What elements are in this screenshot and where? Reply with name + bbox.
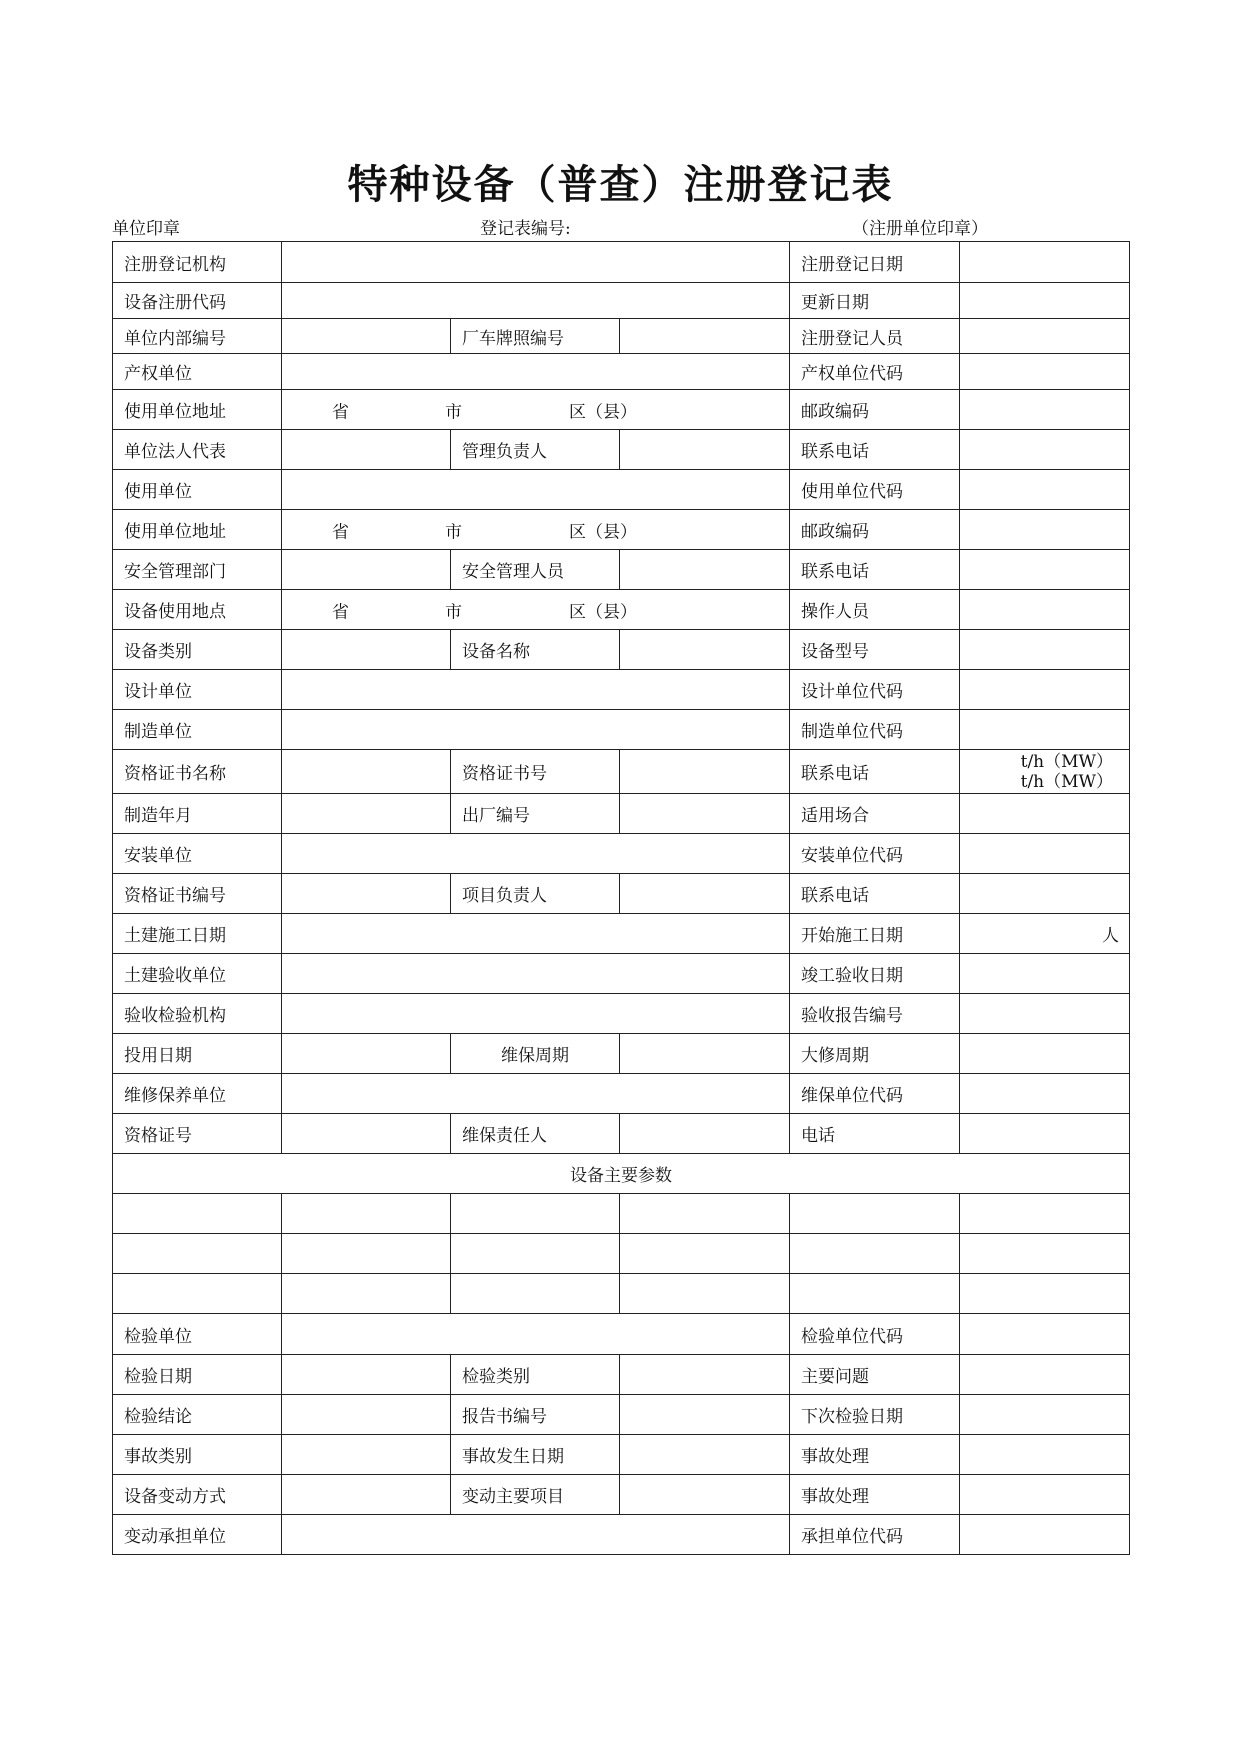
commission-date-label: 投用日期 [113,1034,282,1074]
table-row [113,1435,1130,1475]
table-row [113,510,1130,550]
safety-staff-label: 安全管理人员 [451,550,620,590]
accident-type-label: 事故类别 [113,1435,282,1475]
change-unit-code-label: 承担单位代码 [790,1515,960,1555]
table-row [113,1515,1130,1555]
inspection-unit-code-label: 检验单位代码 [790,1314,960,1355]
plate-number-label: 厂车牌照编号 [451,319,620,354]
maintenance-cycle-label: 维保周期 [451,1034,620,1074]
table-row [113,954,1130,994]
safety-dept-field[interactable] [282,550,451,590]
postal-code-label-2: 邮政编码 [790,510,960,550]
city-label: 市 [445,602,462,622]
install-unit-code-field[interactable] [960,834,1130,874]
maintenance-unit-field[interactable] [282,1074,790,1114]
table-row [113,710,1130,750]
registration-form-table [112,241,1130,1555]
main-parameters-heading: 设备主要参数 [113,1154,1130,1194]
table-row [113,430,1130,470]
capacity-unit-field[interactable] [960,750,1130,794]
acceptance-report-label: 验收报告编号 [790,994,960,1034]
serial-number-field[interactable] [620,794,790,834]
parameter-cell[interactable] [451,1194,620,1234]
table-row [113,390,1130,430]
inspection-date-label: 检验日期 [113,1355,282,1395]
table-row [113,550,1130,590]
table-row [113,1395,1130,1435]
cert-number-field[interactable] [620,750,790,794]
province-label: 省 [332,402,349,422]
change-method-field[interactable] [282,1475,451,1515]
owner-code-label: 产权单位代码 [790,354,960,390]
phone-label: 联系电话 [790,550,960,590]
inspection-conclusion-label: 检验结论 [113,1395,282,1435]
table-row [113,1314,1130,1355]
parameter-cell[interactable] [113,1234,282,1274]
manufacturer-code-field[interactable] [960,710,1130,750]
table-row [113,1154,1130,1194]
install-unit-field[interactable] [282,834,790,874]
construction-start-date-field[interactable]: 人 [960,914,1130,954]
device-code-field[interactable] [282,283,790,319]
inspection-unit-code-field[interactable] [960,1314,1130,1355]
design-unit-code-label: 设计单位代码 [790,670,960,710]
maintenance-owner-field[interactable] [620,1114,790,1154]
design-unit-field[interactable] [282,670,790,710]
inspection-unit-label: 检验单位 [113,1314,282,1355]
registrar-field[interactable] [960,319,1130,354]
table-row [113,1355,1130,1395]
device-model-label: 设备型号 [790,630,960,670]
change-items-label: 变动主要项目 [451,1475,620,1515]
manager-field[interactable] [620,430,790,470]
install-unit-code-label: 安装单位代码 [790,834,960,874]
parameter-cell[interactable] [282,1274,451,1314]
manufacturer-field[interactable] [282,710,790,750]
device-category-field[interactable] [282,630,451,670]
table-row [113,834,1130,874]
plate-number-field[interactable] [620,319,790,354]
table-row [113,670,1130,710]
table-row [113,874,1130,914]
accident-date-label: 事故发生日期 [451,1435,620,1475]
table-row [113,470,1130,510]
accident-handling-label-2: 事故处理 [790,1475,960,1515]
owner-unit-label: 产权单位 [113,354,282,390]
device-code-label: 设备注册代码 [113,283,282,319]
telephone-field[interactable] [960,1114,1130,1154]
user-address-field-2[interactable] [282,510,790,550]
parameter-cell[interactable] [620,1234,790,1274]
completion-date-label: 竣工验收日期 [790,954,960,994]
maintenance-cycle-field[interactable] [620,1034,790,1074]
commission-date-field[interactable] [282,1034,451,1074]
construction-start-date-label: 开始施工日期 [790,914,960,954]
inspection-date-field[interactable] [282,1355,451,1395]
cert-number-label: 资格证书号 [451,750,620,794]
owner-unit-field[interactable] [282,354,790,390]
registration-seal-label: （注册单位印章） [852,219,988,239]
postal-code-label: 邮政编码 [790,390,960,430]
table-row [113,1074,1130,1114]
next-inspection-label: 下次检验日期 [790,1395,960,1435]
device-name-label: 设备名称 [451,630,620,670]
serial-number-label: 出厂编号 [451,794,620,834]
change-unit-field[interactable] [282,1515,790,1555]
province-label: 省 [332,522,349,542]
device-location-field[interactable] [282,590,790,630]
civil-acceptance-unit-field[interactable] [282,954,790,994]
table-row [113,354,1130,390]
capacity-unit-1: t/h（MW） [1020,751,1113,772]
project-lead-label: 项目负责人 [451,874,620,914]
parameter-cell[interactable] [790,1234,960,1274]
accident-date-field[interactable] [620,1435,790,1475]
parameter-cell[interactable] [451,1274,620,1314]
change-unit-label: 变动承担单位 [113,1515,282,1555]
registry-date-label: 注册登记日期 [790,242,960,283]
table-row [113,794,1130,834]
registrar-label: 注册登记人员 [790,319,960,354]
table-row [113,1034,1130,1074]
unit-seal-label: 单位印章 [112,219,180,239]
user-unit-code-field[interactable] [960,470,1130,510]
form-title: 特种设备（普查）注册登记表 [347,161,894,208]
district-label: 区（县） [569,522,637,542]
table-row [113,1234,1130,1274]
maintenance-unit-code-label: 维保单位代码 [790,1074,960,1114]
manufacturer-label: 制造单位 [113,710,282,750]
operator-label: 操作人员 [790,590,960,630]
city-label: 市 [445,522,462,542]
change-method-label: 设备变动方式 [113,1475,282,1515]
manufacturer-code-label: 制造单位代码 [790,710,960,750]
cert-id-label: 资格证书编号 [113,874,282,914]
postal-code-field-2[interactable] [960,510,1130,550]
cert-name-label: 资格证书名称 [113,750,282,794]
accident-handling-field[interactable] [960,1435,1130,1475]
table-row [113,1114,1130,1154]
parameter-cell[interactable] [960,1234,1130,1274]
table-row [113,242,1130,283]
operator-field[interactable] [960,590,1130,630]
parameter-cell[interactable] [113,1194,282,1234]
city-label: 市 [445,402,462,422]
manager-label: 管理负责人 [451,430,620,470]
change-unit-code-field[interactable] [960,1515,1130,1555]
design-unit-code-field[interactable] [960,670,1130,710]
overhaul-cycle-label: 大修周期 [790,1034,960,1074]
overhaul-cycle-field[interactable] [960,1034,1130,1074]
design-unit-label: 设计单位 [113,670,282,710]
parameter-cell[interactable] [620,1274,790,1314]
phone-label: 联系电话 [790,430,960,470]
parameter-cell[interactable] [790,1274,960,1314]
parameter-cell[interactable] [620,1194,790,1234]
cert-name-field[interactable] [282,750,451,794]
table-row [113,1274,1130,1314]
table-row [113,590,1130,630]
postal-code-field[interactable] [960,390,1130,430]
acceptance-org-field[interactable] [282,994,790,1034]
table-row [113,994,1130,1034]
report-number-label: 报告书编号 [451,1395,620,1435]
registry-org-label: 注册登记机构 [113,242,282,283]
district-label: 区（县） [569,602,637,622]
inspection-type-label: 检验类别 [451,1355,620,1395]
registry-date-field[interactable] [960,242,1130,283]
report-number-field[interactable] [620,1395,790,1435]
table-row [113,1194,1130,1234]
user-address-field[interactable] [282,390,790,430]
parameter-cell[interactable] [960,1194,1130,1234]
license-number-field[interactable] [282,1114,451,1154]
user-address-label: 使用单位地址 [113,390,282,430]
device-category-label: 设备类别 [113,630,282,670]
form-number-label: 登记表编号: [480,219,571,239]
telephone-label: 电话 [790,1114,960,1154]
phone-label: 联系电话 [790,750,960,794]
usage-place-field[interactable] [960,794,1130,834]
user-unit-field[interactable] [282,470,790,510]
device-model-field[interactable] [960,630,1130,670]
phone-label: 联系电话 [790,874,960,914]
accident-handling-label: 事故处理 [790,1435,960,1475]
license-number-label: 资格证号 [113,1114,282,1154]
table-row [113,914,1130,954]
parameter-cell[interactable] [451,1234,620,1274]
legal-rep-label: 单位法人代表 [113,430,282,470]
inspection-conclusion-field[interactable] [282,1395,451,1435]
device-location-label: 设备使用地点 [113,590,282,630]
legal-rep-field[interactable] [282,430,451,470]
accident-handling-field-2[interactable] [960,1475,1130,1515]
maintenance-unit-code-field[interactable] [960,1074,1130,1114]
phone-field[interactable] [960,430,1130,470]
civil-construction-date-label: 土建施工日期 [113,914,282,954]
table-row [113,630,1130,670]
update-date-field[interactable] [960,283,1130,319]
table-row [113,750,1130,794]
parameter-cell[interactable] [960,1274,1130,1314]
user-unit-code-label: 使用单位代码 [790,470,960,510]
province-label: 省 [332,602,349,622]
next-inspection-field[interactable] [960,1395,1130,1435]
parameter-cell[interactable] [282,1234,451,1274]
user-unit-label: 使用单位 [113,470,282,510]
inspection-type-field[interactable] [620,1355,790,1395]
parameter-cell[interactable] [282,1194,451,1234]
civil-construction-date-field[interactable] [282,914,790,954]
parameter-cell[interactable] [790,1194,960,1234]
install-unit-label: 安装单位 [113,834,282,874]
cert-id-field[interactable] [282,874,451,914]
usage-place-label: 适用场合 [790,794,960,834]
table-row [113,283,1130,319]
table-row [113,319,1130,354]
main-issues-label: 主要问题 [790,1355,960,1395]
phone-field[interactable] [960,550,1130,590]
manufacture-date-field[interactable] [282,794,451,834]
table-row [113,1475,1130,1515]
district-label: 区（县） [569,402,637,422]
project-lead-field[interactable] [620,874,790,914]
update-date-label: 更新日期 [790,283,960,319]
acceptance-org-label: 验收检验机构 [113,994,282,1034]
safety-dept-label: 安全管理部门 [113,550,282,590]
owner-code-field[interactable] [960,354,1130,390]
maintenance-unit-label: 维修保养单位 [113,1074,282,1114]
registry-org-field[interactable] [282,242,790,283]
main-issues-field[interactable] [960,1355,1130,1395]
user-address-label-2: 使用单位地址 [113,510,282,550]
acceptance-report-field[interactable] [960,994,1130,1034]
safety-staff-field[interactable] [620,550,790,590]
maintenance-owner-label: 维保责任人 [451,1114,620,1154]
completion-date-field[interactable] [960,954,1130,994]
change-items-field[interactable] [620,1475,790,1515]
manufacture-date-label: 制造年月 [113,794,282,834]
civil-acceptance-unit-label: 土建验收单位 [113,954,282,994]
internal-number-field[interactable] [282,319,451,354]
phone-field[interactable] [960,874,1130,914]
device-name-field[interactable] [620,630,790,670]
parameter-cell[interactable] [113,1274,282,1314]
internal-number-label: 单位内部编号 [113,319,282,354]
inspection-unit-field[interactable] [282,1314,790,1355]
accident-type-field[interactable] [282,1435,451,1475]
capacity-unit-2: t/h（MW） [1020,771,1113,792]
